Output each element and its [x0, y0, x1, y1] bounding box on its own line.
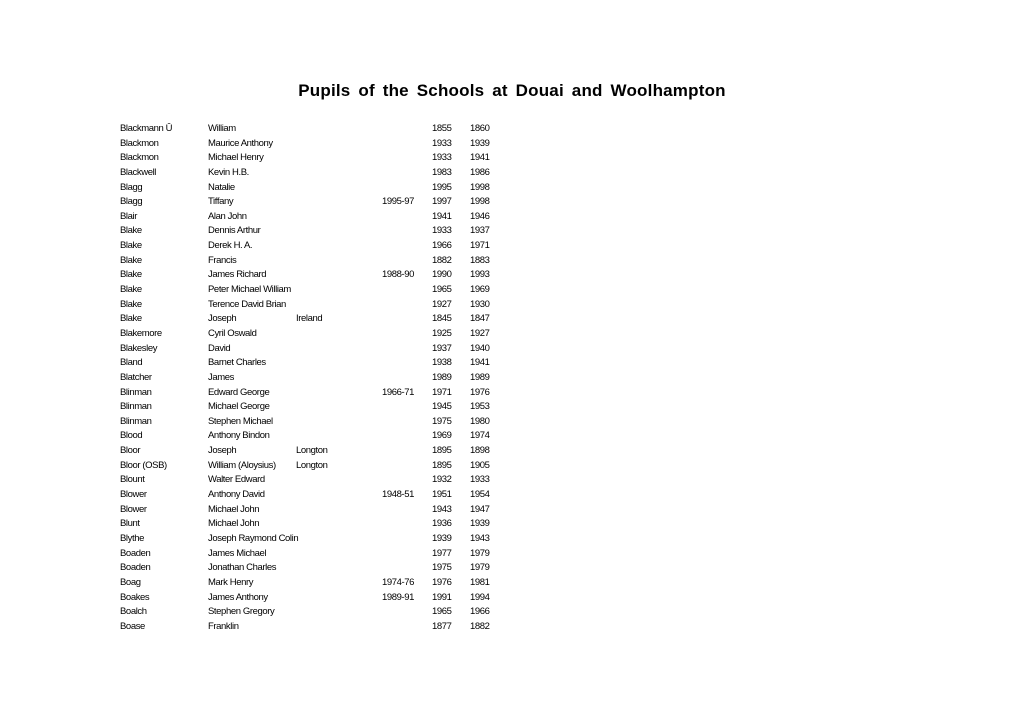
pupil-forenames: Walter Edward	[208, 474, 265, 486]
pupil-forenames: Joseph Raymond Colin	[208, 532, 299, 544]
pupil-end: 1860	[470, 123, 490, 134]
pupil-forenames: Michael Henry	[208, 152, 264, 164]
pupil-end: 1979	[470, 562, 490, 574]
pupil-surname: Blower	[120, 489, 147, 501]
pupil-surname: Blakemore	[120, 327, 162, 339]
pupil-start: 1989	[432, 371, 452, 383]
pupil-start: 1845	[432, 313, 452, 325]
pupil-start: 1933	[432, 152, 452, 164]
pupil-end: 1998	[470, 181, 490, 193]
pupil-forenames: Derek H. A.	[208, 240, 253, 252]
pupil-forenames: Anthony Bindon	[208, 430, 270, 442]
pupil-surname: Blake	[120, 284, 142, 296]
pupil-start: 1965	[432, 284, 452, 296]
pupil-forenames: Michael John	[208, 503, 260, 515]
pupil-forenames: James Richard	[208, 269, 267, 281]
list-item	[0, 342, 1024, 357]
pupil-start: 1939	[432, 532, 452, 544]
pupil-end: 1946	[470, 210, 490, 222]
pupil-end: 1994	[470, 591, 490, 603]
pupil-start: 1965	[432, 606, 452, 618]
pupil-start: 1932	[432, 474, 452, 486]
pupil-forenames: Edward George	[208, 386, 270, 398]
pupil-surname: Blunt	[120, 518, 140, 530]
pupil-surname: Blagg	[120, 196, 143, 208]
pupil-start: 1951	[432, 489, 452, 501]
pupil-start: 1938	[432, 357, 452, 369]
list-item	[0, 151, 1024, 166]
pupil-start: 1997	[432, 196, 452, 208]
pupil-end: 1940	[470, 342, 490, 354]
list-item	[0, 591, 1024, 606]
pupil-start: 1990	[432, 269, 452, 281]
pupil-surname: Boag	[120, 576, 141, 588]
pupil-start: 1975	[432, 562, 452, 574]
list-item	[0, 532, 1024, 547]
pupil-forenames: Natalie	[208, 181, 235, 193]
pupil-end: 1939	[470, 137, 490, 149]
pupil-end: 1933	[470, 474, 490, 486]
pupil-surname: Blythe	[120, 532, 145, 544]
list-item	[0, 473, 1024, 488]
pupil-end: 1954	[470, 489, 490, 501]
pupil-forenames: Francis	[208, 254, 237, 266]
pupil-start: 1945	[432, 401, 452, 413]
pupil-start: 1937	[432, 342, 452, 354]
pupil-end: 1905	[470, 459, 490, 471]
pupil-end: 1941	[470, 357, 490, 369]
pupil-start: 1936	[432, 518, 452, 530]
pupil-forenames: Kevin H.B.	[208, 166, 249, 178]
pupil-start: 1977	[432, 547, 452, 559]
list-item	[0, 224, 1024, 239]
pupil-start: 1927	[432, 298, 452, 310]
pupil-surname: Boalch	[120, 606, 147, 618]
pupil-start: 1933	[432, 137, 452, 149]
pupil-end: 1969	[470, 284, 490, 296]
pupil-end: 1930	[470, 298, 490, 310]
pupil-start: 1995	[432, 181, 452, 193]
list-item	[0, 561, 1024, 576]
list-item	[0, 503, 1024, 518]
pupil-list	[0, 122, 1024, 634]
pupil-start: 1966	[432, 240, 452, 252]
list-item	[0, 312, 1024, 327]
page-title: Pupils of the Schools at Douai and Woolhampton	[298, 81, 726, 100]
pupil-forenames: Mark Henry	[208, 576, 254, 588]
pupil-start: 1895	[432, 459, 452, 471]
list-item	[0, 415, 1024, 430]
pupil-start: 1895	[432, 445, 452, 457]
pupil-place: Longton	[296, 445, 328, 457]
pupil-forenames: Maurice Anthony	[208, 137, 273, 149]
pupil-start: 1975	[432, 415, 452, 427]
pupil-end: 1947	[470, 503, 490, 515]
list-item	[0, 210, 1024, 225]
list-item	[0, 327, 1024, 342]
pupil-surname: Blinman	[120, 401, 152, 413]
list-item	[0, 371, 1024, 386]
pupil-surname: Blatcher	[120, 371, 152, 383]
pupil-end: 1989	[470, 371, 490, 383]
pupil-start: 1969	[432, 430, 452, 442]
pupil-surname: Blackmann Ū	[120, 123, 173, 134]
pupil-start: 1925	[432, 327, 452, 339]
list-item	[0, 576, 1024, 591]
list-item	[0, 122, 1024, 137]
pupil-forenames: Dennis Arthur	[208, 225, 261, 237]
pupil-forenames: Peter Michael William	[208, 284, 291, 296]
pupil-end: 1898	[470, 445, 490, 457]
pupil-forenames: Barnet Charles	[208, 357, 266, 369]
list-item	[0, 620, 1024, 635]
pupil-forenames: James	[208, 371, 234, 383]
pupil-end: 1937	[470, 225, 490, 237]
pupil-forenames: Terence David Brian	[208, 298, 286, 310]
pupil-start: 1971	[432, 386, 452, 398]
pupil-forenames: William	[208, 123, 236, 134]
pupil-start: 1933	[432, 225, 452, 237]
pupil-surname: Boaden	[120, 562, 151, 574]
pupil-end: 1980	[470, 415, 490, 427]
list-item	[0, 181, 1024, 196]
pupil-start: 1941	[432, 210, 452, 222]
pupil-surname: Blake	[120, 269, 142, 281]
pupil-surname: Boase	[120, 620, 145, 632]
list-item	[0, 386, 1024, 401]
pupil-end: 1927	[470, 327, 490, 339]
pupil-end: 1847	[470, 313, 490, 325]
list-item	[0, 254, 1024, 269]
pupil-start: 1855	[432, 123, 452, 134]
pupil-surname: Blake	[120, 313, 142, 325]
pupil-surname: Blinman	[120, 386, 152, 398]
list-item	[0, 459, 1024, 474]
list-item	[0, 400, 1024, 415]
pupil-extra: 1988-90	[382, 269, 415, 281]
pupil-start: 1983	[432, 166, 452, 178]
pupil-start: 1943	[432, 503, 452, 515]
list-item	[0, 605, 1024, 620]
list-item	[0, 239, 1024, 254]
pupil-surname: Blake	[120, 225, 142, 237]
pupil-surname: Blount	[120, 474, 145, 486]
pupil-surname: Blake	[120, 240, 142, 252]
pupil-start: 1882	[432, 254, 452, 266]
pupil-forenames: Tiffany	[208, 196, 234, 208]
pupil-surname: Blagg	[120, 181, 143, 193]
list-item	[0, 166, 1024, 181]
pupil-forenames: Jonathan Charles	[208, 562, 277, 574]
pupil-extra: 1948-51	[382, 489, 415, 501]
pupil-end: 1986	[470, 166, 490, 178]
pupil-end: 1998	[470, 196, 490, 208]
list-item	[0, 444, 1024, 459]
pupil-end: 1976	[470, 386, 490, 398]
pupil-surname: Bland	[120, 357, 143, 369]
pupil-forenames: Joseph	[208, 445, 237, 457]
pupil-surname: Boakes	[120, 591, 150, 603]
pupil-extra: 1974-76	[382, 576, 415, 588]
pupil-end: 1883	[470, 254, 490, 266]
pupil-start: 1976	[432, 576, 452, 588]
list-item	[0, 268, 1024, 283]
list-item	[0, 429, 1024, 444]
pupil-surname: Blackmon	[120, 137, 159, 149]
list-item	[0, 137, 1024, 152]
pupil-start: 1877	[432, 620, 452, 632]
pupil-surname: Bloor	[120, 445, 141, 457]
pupil-forenames: Stephen Michael	[208, 415, 273, 427]
pupil-surname: Blinman	[120, 415, 152, 427]
pupil-forenames: James Michael	[208, 547, 267, 559]
pupil-surname: Blair	[120, 210, 138, 222]
list-item	[0, 283, 1024, 298]
pupil-start: 1991	[432, 591, 452, 603]
pupil-extra: 1995-97	[382, 196, 415, 208]
list-item	[0, 298, 1024, 313]
pupil-forenames: David	[208, 342, 231, 354]
pupil-extra: 1966-71	[382, 386, 415, 398]
list-item	[0, 488, 1024, 503]
pupil-forenames: Michael George	[208, 401, 270, 413]
pupil-forenames: James Anthony	[208, 591, 268, 603]
pupil-forenames: Michael John	[208, 518, 260, 530]
pupil-forenames: Joseph	[208, 313, 237, 325]
pupil-surname: Blake	[120, 298, 142, 310]
pupil-end: 1993	[470, 269, 490, 281]
pupil-surname: Boaden	[120, 547, 151, 559]
pupil-end: 1971	[470, 240, 490, 252]
list-item	[0, 195, 1024, 210]
pupil-end: 1943	[470, 532, 490, 544]
pupil-end: 1974	[470, 430, 490, 442]
list-item	[0, 547, 1024, 562]
pupil-surname: Blood	[120, 430, 143, 442]
list-item	[0, 517, 1024, 532]
pupil-place: Longton	[296, 459, 328, 471]
pupil-surname: Blakesley	[120, 342, 158, 354]
pupil-surname: Blackwell	[120, 166, 156, 178]
pupil-end: 1882	[470, 620, 490, 632]
pupil-forenames: Franklin	[208, 620, 239, 632]
pupil-forenames: William (Aloysius)	[208, 459, 276, 471]
pupil-end: 1939	[470, 518, 490, 530]
pupil-end: 1981	[470, 576, 490, 588]
pupil-forenames: Cyril Oswald	[208, 327, 257, 339]
pupil-forenames: Stephen Gregory	[208, 606, 275, 618]
pupil-end: 1979	[470, 547, 490, 559]
pupil-surname: Bloor (OSB)	[120, 459, 167, 471]
pupil-end: 1941	[470, 152, 490, 164]
pupil-end: 1953	[470, 401, 490, 413]
pupil-surname: Blake	[120, 254, 142, 266]
pupil-extra: 1989-91	[382, 591, 415, 603]
pupil-end: 1966	[470, 606, 490, 618]
pupil-forenames: Anthony David	[208, 489, 265, 501]
list-item	[0, 356, 1024, 371]
pupil-surname: Blackmon	[120, 152, 159, 164]
pupil-forenames: Alan John	[208, 210, 247, 222]
pupil-place: Ireland	[296, 313, 323, 325]
pupil-surname: Blower	[120, 503, 147, 515]
